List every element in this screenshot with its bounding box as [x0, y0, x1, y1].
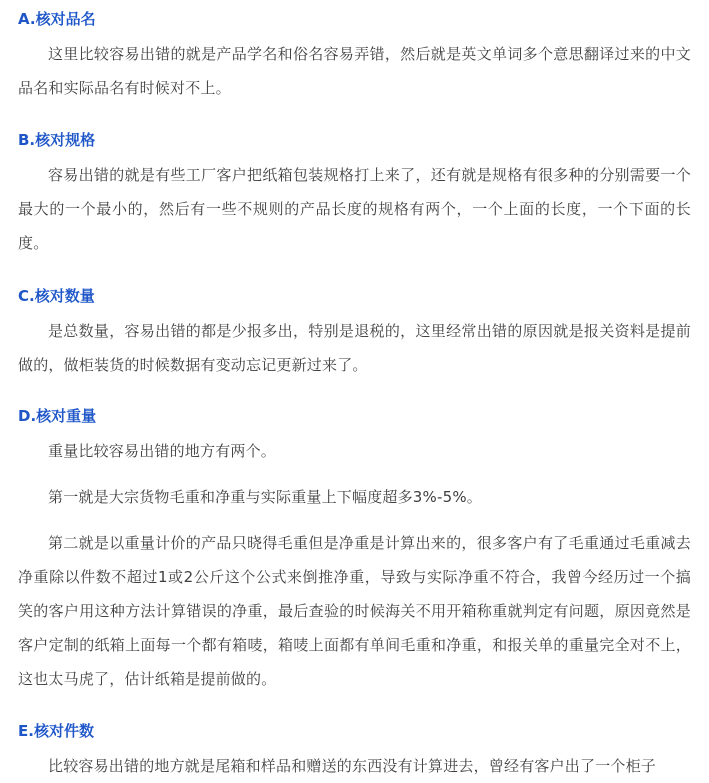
paragraph: 是总数量，容易出错的都是少报多出，特别是退税的，这里经常出错的原因就是报关资料是提前做的，做柜装货的时候数据有变动忘记更新过来了。 — [18, 322, 691, 374]
section-a — [18, 8, 691, 105]
paragraph: 第一就是大宗货物毛重和净重与实际重量上下幅度超多3%-5%。 — [48, 488, 483, 506]
section-heading: B.核对规格 — [18, 131, 96, 149]
paragraph: 这里比较容易出错的就是产品学名和俗名容易弄错，然后就是英文单词多个意思翻译过来的中文品名和实际品名有时候对不上。 — [18, 45, 691, 97]
paragraph: 比较容易出错的地方就是尾箱和样品和赠送的东西没有计算进去，曾经有客户出了一个柜子 — [48, 757, 657, 775]
paragraph: 第二就是以重量计价的产品只晓得毛重但是净重是计算出来的，很多客户有了毛重通过毛重减去净重除以件数不超过1或2公斤这个公式来倒推净重，导致与实际净重不符合，我曾今经历过一个搞笑的客户用这种方法计算错误的净重，最后查验的时候海关不用开箱称重就判定有问题，原因竟然是客户定制的纸箱上面每一个都有箱唛，箱唛上面都有单间毛重和净重，和报关单的重量完全对不上，这也太马虎了，估计纸箱是提前做的。 — [18, 534, 691, 688]
section-heading: D.核对重量 — [18, 407, 97, 425]
section-c — [18, 285, 691, 382]
section-b — [18, 129, 691, 260]
paragraph: 重量比较容易出错的地方有两个。 — [48, 442, 277, 460]
section-heading: A.核对品名 — [18, 10, 96, 28]
section-e — [18, 720, 691, 783]
paragraph: 容易出错的就是有些工厂客户把纸箱包装规格打上来了，还有就是规格有很多种的分别需要一个最大的一个最小的，然后有一些不规则的产品长度的规格有两个，一个上面的长度，一个下面的长度。 — [18, 166, 691, 252]
section-heading: C.核对数量 — [18, 287, 95, 305]
section-d — [18, 405, 691, 696]
section-heading: E.核对件数 — [18, 722, 94, 740]
